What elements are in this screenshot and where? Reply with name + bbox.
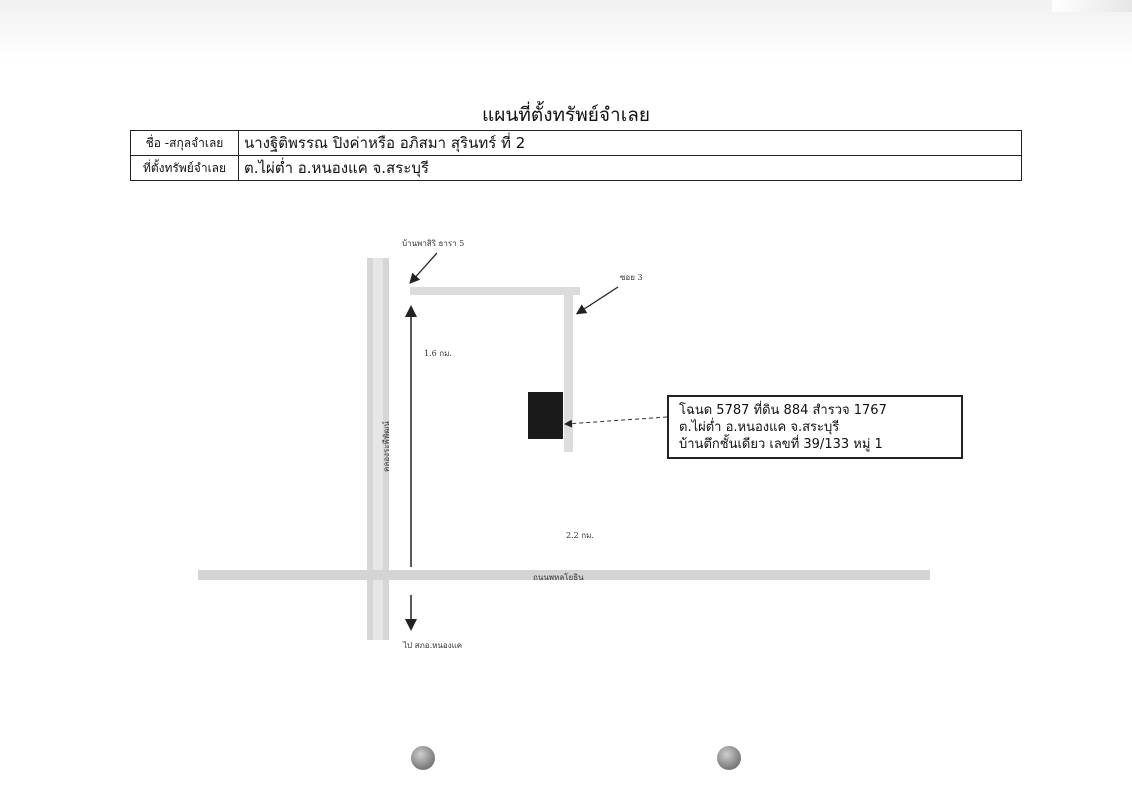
soi-road-top [410, 287, 580, 295]
location-value: ต.ไผ่ต่ำ อ.หนองแค จ.สระบุรี [239, 156, 1022, 181]
south-direction-label: ไป สภอ.หนองแค [403, 641, 463, 650]
name-label: ชื่อ -สกุลจำเลย [131, 131, 239, 156]
punch-hole-left [411, 746, 435, 770]
property-house-line: บ้านตึกชั้นเดียว เลขที่ 39/133 หมู่ 1 [679, 437, 883, 452]
soi-label: ซอย 3 [620, 273, 643, 282]
punch-hole-right [717, 746, 741, 770]
vertical-distance-label: 1.6 กม. [424, 349, 452, 358]
property-deed-line: โฉนด 5787 ที่ดิน 884 สำรวจ 1767 [679, 403, 887, 418]
property-location-line: ต.ไผ่ต่ำ อ.หนองแค จ.สระบุรี [679, 420, 840, 435]
horizontal-distance-label: 2.2 กม. [566, 531, 594, 540]
page-title: แผนที่ตั้งทรัพย์จำเลย [482, 104, 650, 126]
property-info-box [667, 395, 963, 459]
property-pointer [566, 417, 667, 424]
north-village-label: บ้านพาสิริ ธารา 5 [402, 239, 465, 248]
canal-label: คลองระพีพัฒน์ [382, 421, 391, 472]
property-marker [528, 392, 563, 439]
location-label: ที่ตั้งทรัพย์จำเลย [131, 156, 239, 181]
soi-road-vertical [564, 287, 573, 452]
name-value: นางฐิติพรรณ ปิงค่าหรือ อภิสมา สุรินทร์ ที่ 2 [239, 131, 1022, 156]
main-road-label: ถนนพหลโยธิน [533, 573, 584, 582]
soi-pointer-arrow [578, 287, 618, 313]
village-pointer-arrow [411, 253, 437, 282]
